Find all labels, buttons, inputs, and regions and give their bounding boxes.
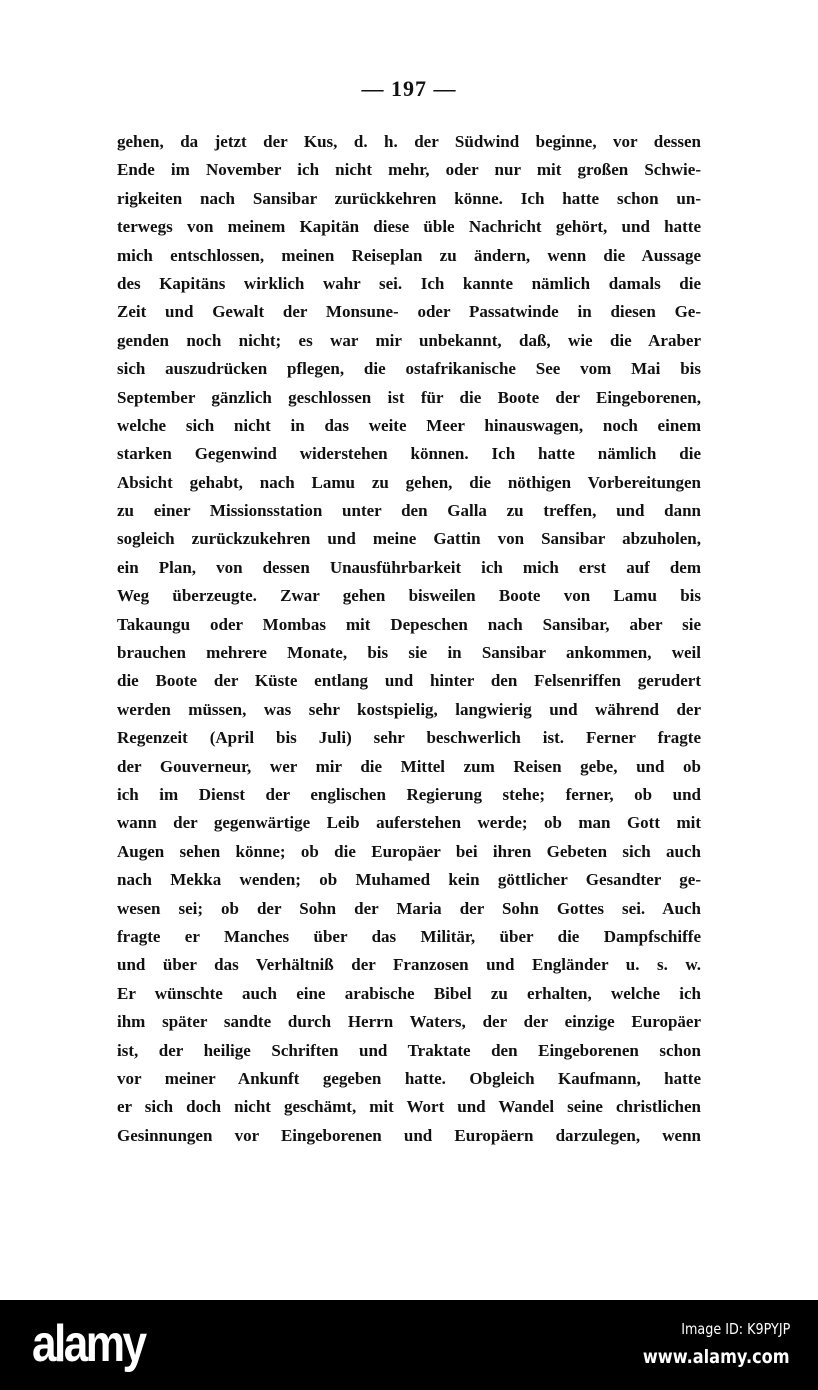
text-line: wann der gegenwärtige Leib auferstehen werde; ob man Gott mit (117, 813, 701, 833)
text-line: Absicht gehabt, nach Lamu zu gehen, die nöthigen Vorbereitungen (117, 472, 701, 492)
text-line: Gesinnungen vor Eingeborenen und Europäern darzulegen, wenn (117, 1125, 701, 1145)
text-line: Regenzeit (April bis Juli) sehr beschwerlich ist. Ferner fragte (117, 728, 701, 748)
text-line: terwegs von meinem Kapitän diese üble Nachricht gehört, und hatte (117, 217, 701, 237)
text-line: brauchen mehrere Monate, bis sie in Sansibar ankommen, weil (117, 643, 701, 663)
text-line: er sich doch nicht geschämt, mit Wort und Wandel seine christlichen (117, 1097, 701, 1117)
text-line: vor meiner Ankunft gegeben hatte. Obgleich Kaufmann, hatte (117, 1068, 701, 1088)
text-line: nach Mekka wenden; ob Muhamed kein göttlicher Gesandter ge- (117, 870, 701, 890)
image-id: Image ID: K9PYJP (680, 1320, 790, 1338)
text-line: der Gouverneur, wer mir die Mittel zum Reisen gebe, und ob (117, 756, 701, 776)
text-line: wesen sei; ob der Sohn der Maria der Sohn Gottes sei. Auch (117, 898, 701, 918)
text-line: fragte er Manches über das Militär, über die Dampfschiffe (117, 926, 701, 946)
text-line: und über das Verhältniß der Franzosen und Engländer u. s. w. (117, 955, 701, 975)
text-line: werden müssen, was sehr kostspielig, langwierig und während der (117, 699, 701, 719)
text-line: Augen sehen könne; ob die Europäer bei ihren Gebeten sich auch (117, 841, 701, 861)
alamy-logo: alamy (32, 1315, 145, 1373)
text-line: sogleich zurückzukehren und meine Gattin von Sansibar abzuholen, (117, 529, 701, 549)
text-line: September gänzlich geschlossen ist für die Boote der Eingeborenen, (117, 387, 701, 407)
text-line: starken Gegenwind widerstehen können. Ich hatte nämlich die (117, 444, 701, 464)
text-line: genden noch nicht; es war mir unbekannt, daß, wie die Araber (117, 330, 701, 350)
text-line: ich im Dienst der englischen Regierung stehe; ferner, ob und (117, 784, 701, 804)
body-text (117, 128, 701, 1150)
text-line: Weg überzeugte. Zwar gehen bisweilen Boote von Lamu bis (117, 586, 701, 606)
text-line: gehen, da jetzt der Kus, d. h. der Südwind beginne, vor dessen (117, 132, 701, 151)
text-line: sich auszudrücken pflegen, die ostafrikanische See vom Mai bis (117, 359, 701, 379)
text-line: die Boote der Küste entlang und hinter den Felsenriffen gerudert (117, 671, 701, 691)
watermark-footer (0, 1300, 818, 1390)
text-line: ihm später sandte durch Herrn Waters, der der einzige Europäer (117, 1012, 701, 1032)
text-line: Zeit und Gewalt der Monsune- oder Passatwinde in diesen Ge- (117, 302, 701, 322)
text-line: Ende im November ich nicht mehr, oder nur mit großen Schwie- (117, 160, 701, 180)
site-url: www.alamy.com (643, 1346, 790, 1368)
text-line: des Kapitäns wirklich wahr sei. Ich kannte nämlich damals die (117, 273, 701, 293)
text-line: welche sich nicht in das weite Meer hinauswagen, noch einem (117, 415, 701, 435)
page-number: — 197 — (361, 76, 457, 101)
text-line: Takaungu oder Mombas mit Depeschen nach Sansibar, aber sie (117, 614, 701, 634)
text-line: Er wünschte auch eine arabische Bibel zu erhalten, welche ich (117, 983, 701, 1003)
text-line: ein Plan, von dessen Unausführbarkeit ich mich erst auf dem (117, 557, 701, 577)
text-line: ist, der heilige Schriften und Traktate den Eingeborenen schon (117, 1040, 701, 1060)
text-line: mich entschlossen, meinen Reiseplan zu ändern, wenn die Aussage (117, 245, 701, 265)
text-line: rigkeiten nach Sansibar zurückkehren könne. Ich hatte schon un- (117, 188, 701, 208)
text-line: zu einer Missionsstation unter den Galla zu treffen, und dann (117, 501, 701, 521)
